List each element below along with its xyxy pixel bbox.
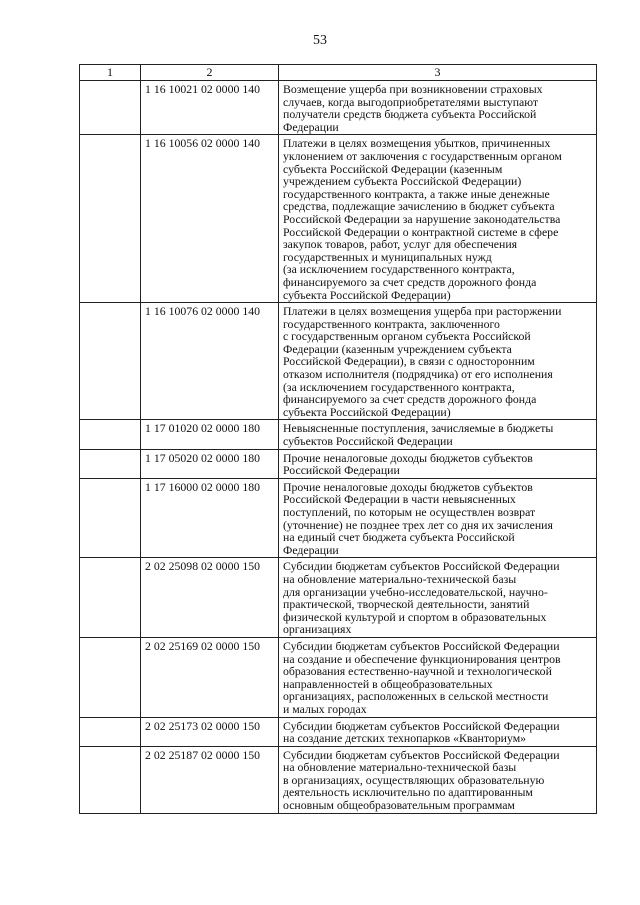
header-col-3: 3 xyxy=(279,65,597,81)
revenue-codes-table xyxy=(79,64,597,814)
row-description: Платежи в целях возмещения ущерба при расторжении государственного контракта, заключенного с государственным органом субъекта Российской Федерации (казенным учреждением субъекта Российской Федерации), в связи с односторонним отказом исполнителя (подрядчика) от его исполнения (за исключением государственного контракта, финансируемого за счет средств дорожного фонда субъекта Российской Федерации) xyxy=(279,303,597,420)
table-row xyxy=(80,478,597,558)
row-description: Прочие неналоговые доходы бюджетов субъектов Российской Федерации xyxy=(279,449,597,478)
row-code: 2 02 25187 02 0000 150 xyxy=(141,746,279,813)
row-admin-cell xyxy=(80,746,141,813)
row-admin-cell xyxy=(80,420,141,449)
header-col-1: 1 xyxy=(80,65,141,81)
row-admin-cell xyxy=(80,303,141,420)
row-admin-cell xyxy=(80,135,141,303)
table-row xyxy=(80,558,597,638)
table-row xyxy=(80,637,597,717)
table-row xyxy=(80,746,597,813)
row-description: Субсидии бюджетам субъектов Российской Федерации на обновление материально-технической базы в организациях, осуществляющих образовательную деятельность исключительно по адаптированным основным общеобразовательным программам xyxy=(279,746,597,813)
row-code: 2 02 25173 02 0000 150 xyxy=(141,717,279,746)
table-row xyxy=(80,449,597,478)
row-code: 1 17 16000 02 0000 180 xyxy=(141,478,279,558)
header-col-2: 2 xyxy=(141,65,279,81)
row-code: 1 16 10056 02 0000 140 xyxy=(141,135,279,303)
page-number: 53 xyxy=(313,33,327,48)
row-code: 1 16 10076 02 0000 140 xyxy=(141,303,279,420)
table-row xyxy=(80,135,597,303)
row-description: Прочие неналоговые доходы бюджетов субъектов Российской Федерации в части невыясненных поступлений, по которым не осуществлен возврат (уточнение) не позднее трех лет со дня их зачисления на единый счет бюджета субъекта Российской Федерации xyxy=(279,478,597,558)
row-code: 1 17 01020 02 0000 180 xyxy=(141,420,279,449)
row-admin-cell xyxy=(80,81,141,135)
table-header-row xyxy=(80,65,597,81)
table-row xyxy=(80,303,597,420)
row-admin-cell xyxy=(80,449,141,478)
row-description: Субсидии бюджетам субъектов Российской Федерации на обновление материально-технической базы для организации учебно-исследовательской, научно- практической, творческой деятельности, занятий физической культурой и спортом в образовательных организациях xyxy=(279,558,597,638)
table-row xyxy=(80,420,597,449)
row-description: Субсидии бюджетам субъектов Российской Федерации на создание и обеспечение функционирования центров образования естественно-научной и технологической направленностей в общеобразовательных организациях, расположенных в сельской местности и малых городах xyxy=(279,637,597,717)
row-code: 1 17 05020 02 0000 180 xyxy=(141,449,279,478)
row-description: Платежи в целях возмещения убытков, причиненных уклонением от заключения с государственным органом субъекта Российской Федерации (казенным учреждением субъекта Российской Федерации) государственного контракта, а также иные денежные средства, подлежащие зачислению в бюджет субъекта Российской Федерации за нарушение законодательства Российской Федерации о контрактной системе в сфере закупок товаров, работ, услуг для обеспечения государственных и муниципальных нужд (за исключением государственного контракта, финансируемого за счет средств дорожного фонда субъекта Российской Федерации) xyxy=(279,135,597,303)
table-row xyxy=(80,81,597,135)
row-admin-cell xyxy=(80,478,141,558)
row-description: Невыясненные поступления, зачисляемые в бюджеты субъектов Российской Федерации xyxy=(279,420,597,449)
row-admin-cell xyxy=(80,717,141,746)
row-description: Возмещение ущерба при возникновении страховых случаев, когда выгодоприобретателями выступают получатели средств бюджета субъекта Российской Федерации xyxy=(279,81,597,135)
row-admin-cell xyxy=(80,637,141,717)
row-code: 1 16 10021 02 0000 140 xyxy=(141,81,279,135)
row-code: 2 02 25169 02 0000 150 xyxy=(141,637,279,717)
table-row xyxy=(80,717,597,746)
row-description: Субсидии бюджетам субъектов Российской Федерации на создание детских технопарков «Кванториум» xyxy=(279,717,597,746)
row-admin-cell xyxy=(80,558,141,638)
row-code: 2 02 25098 02 0000 150 xyxy=(141,558,279,638)
